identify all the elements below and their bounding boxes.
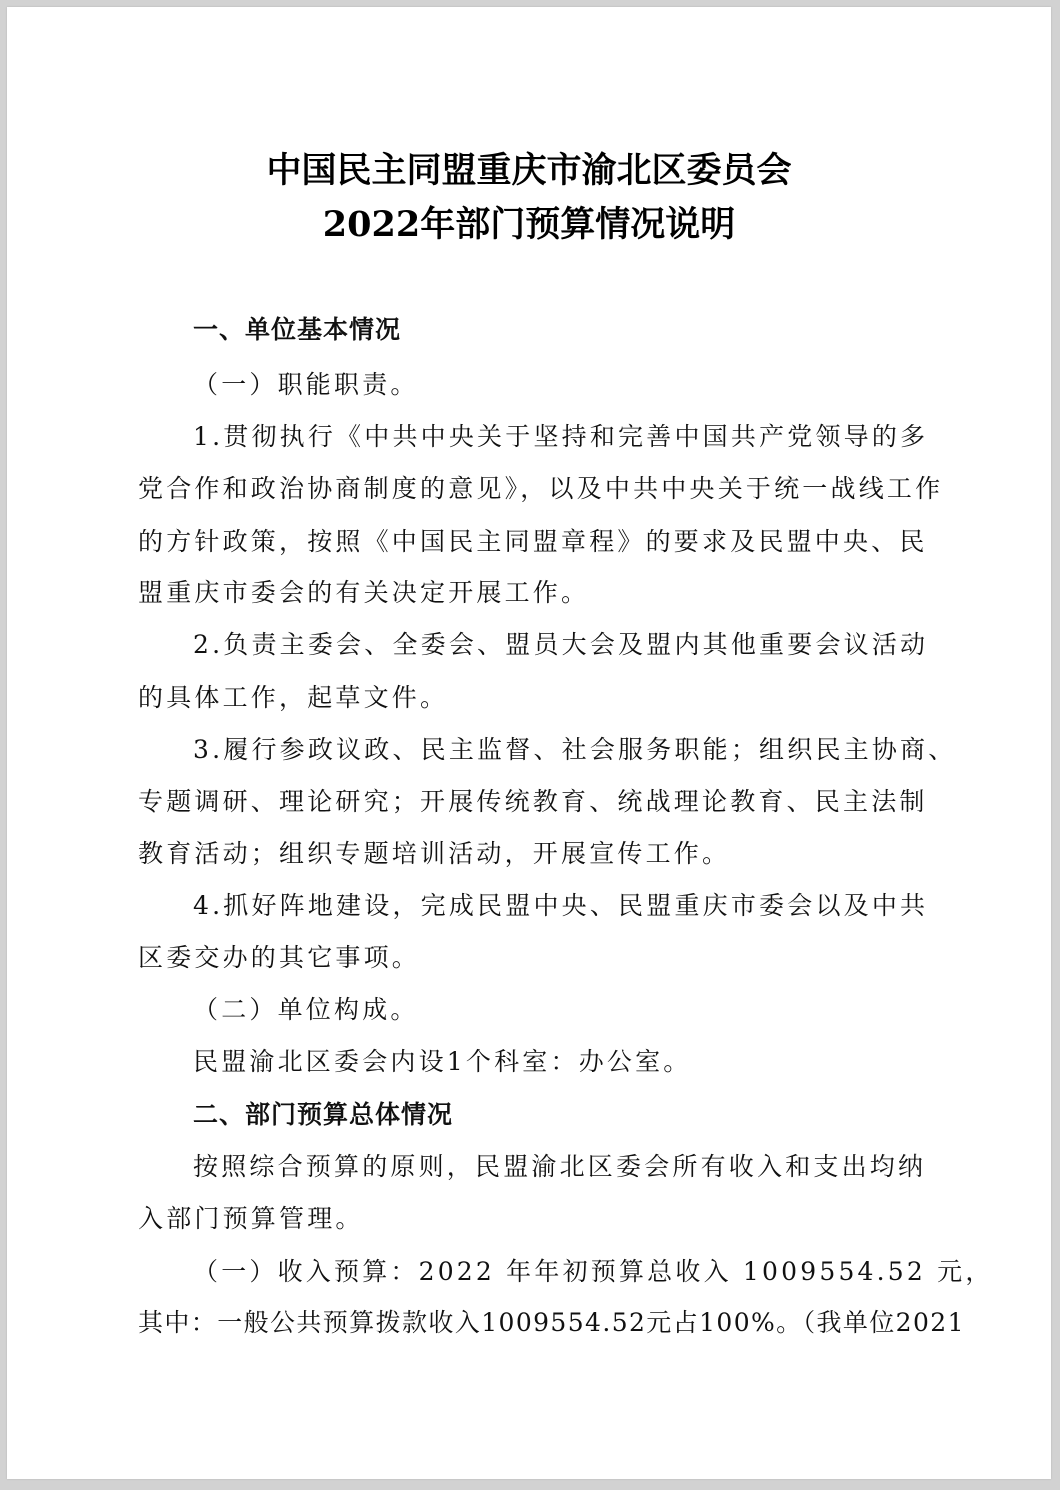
- paragraph-line: 区委交办的其它事项。: [138, 943, 421, 972]
- paragraph-line: 民盟渝北区委会内设1个科室：办公室。: [193, 1047, 692, 1076]
- subsection-heading-duties: （一）职能职责。: [193, 370, 419, 399]
- paragraph-line: 按照综合预算的原则，民盟渝北区委会所有收入和支出均纳: [193, 1152, 927, 1181]
- paragraph-line: 2.负责主委会、全委会、盟员大会及盟内其他重要会议活动: [193, 630, 929, 659]
- paragraph-line: 的具体工作，起草文件。: [138, 683, 449, 712]
- paragraph-line: 入部门预算管理。: [138, 1204, 364, 1233]
- paragraph-line: 盟重庆市委会的有关决定开展工作。: [138, 578, 590, 607]
- document-title-line-1: 中国民主同盟重庆市渝北区委员会: [266, 150, 792, 191]
- paragraph-line: 党合作和政治协商制度的意见》，以及中共中央关于统一战线工作: [138, 474, 944, 503]
- paragraph-line: 4.抓好阵地建设，完成民盟中央、民盟重庆市委会以及中共: [193, 891, 929, 920]
- document-title-line-2: 2022年部门预算情况说明: [322, 204, 736, 245]
- subsection-heading-composition: （二）单位构成。: [193, 995, 419, 1024]
- paragraph-line: 1.贯彻执行《中共中央关于坚持和完善中国共产党领导的多: [193, 422, 929, 451]
- paragraph-line: 教育活动；组织专题培训活动，开展宣传工作。: [138, 839, 731, 868]
- section-heading-budget-overview: 二、部门预算总体情况: [193, 1100, 454, 1129]
- section-heading-basic-info: 一、单位基本情况: [193, 315, 402, 344]
- paragraph-line: 3.履行参政议政、民主监督、社会服务职能；组织民主协商、: [193, 735, 957, 764]
- paragraph-line: 专题调研、理论研究；开展传统教育、统战理论教育、民主法制: [138, 787, 928, 816]
- paragraph-line: 的方针政策，按照《中国民主同盟章程》的要求及民盟中央、民: [138, 527, 928, 556]
- paragraph-line: 其中：一般公共预算拨款收入1009554.52元占100%。（我单位2021: [138, 1308, 965, 1337]
- document-page: [7, 7, 1051, 1479]
- paragraph-line: （一）收入预算：2022 年年初预算总收入 1009554.52 元，: [193, 1257, 994, 1286]
